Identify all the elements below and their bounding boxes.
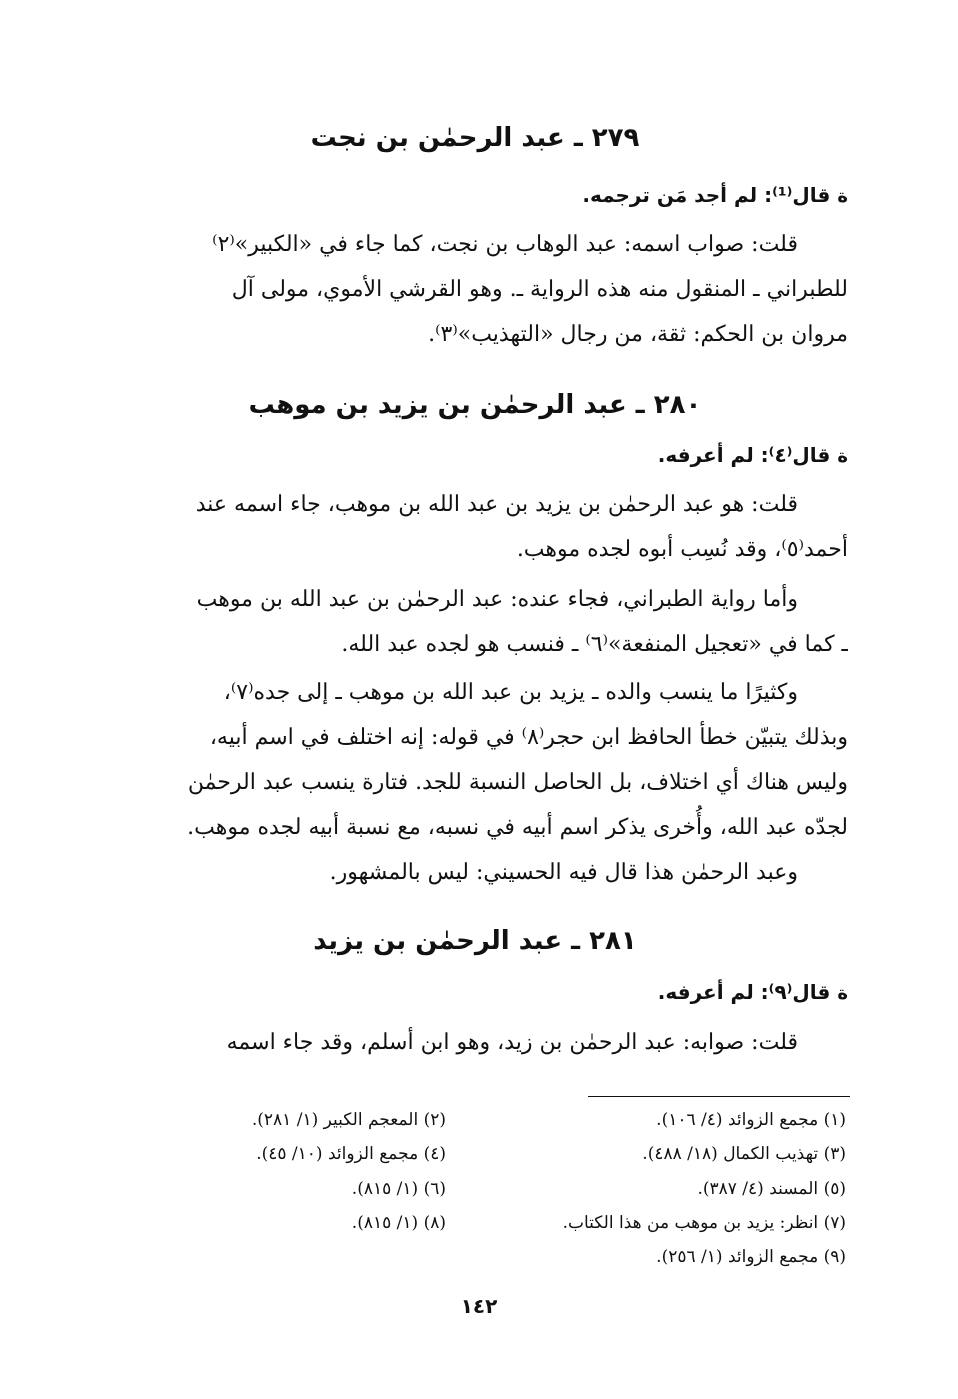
paragraph-line: أحمد⁽٥⁾، وقد نُسِب أبوه لجده موهب.: [516, 537, 848, 562]
footnote-number: (٥): [823, 1179, 846, 1199]
entry-heading-279: ٢٧٩ ـ عبد الرحمٰن بن نجت: [310, 123, 640, 153]
page-number: ١٤٢: [460, 1294, 498, 1318]
footnote-7: [476, 1210, 846, 1236]
qal-line-281: [108, 975, 848, 1011]
footnote-6: [76, 1176, 446, 1202]
paragraph-line: ـ كما في «تعجيل المنفعة»⁽٦⁾ ـ فنسب هو لجده عبد الله.: [341, 632, 848, 657]
footnote-text: المعجم الكبير (١/ ٢٨١).: [251, 1110, 419, 1130]
entry-heading-281: ٢٨١ ـ عبد الرحمٰن بن يزيد: [313, 926, 637, 956]
footnote-text: المسند (٤/ ٣٨٧).: [697, 1179, 819, 1199]
paragraph-line: وأما رواية الطبراني، فجاء عنده: عبد الرحمٰن بن عبد الله بن موهب: [196, 587, 798, 612]
footnote-number: (٢): [423, 1110, 446, 1130]
paragraph-line: مروان بن الحكم: ثقة، من رجال «التهذيب»⁽٣⁾.: [428, 322, 848, 347]
footnote-number: (١): [823, 1110, 846, 1130]
qal-text: قال⁽٤⁾: لم أعرفه.: [657, 443, 831, 467]
footnote-number: (٣): [823, 1144, 846, 1164]
footnote-9: [476, 1244, 846, 1270]
paragraph-line: قلت: صواب اسمه: عبد الوهاب بن نجت، كما جاء في «الكبير»⁽٢⁾: [212, 232, 798, 257]
qal-line-279: [108, 178, 848, 214]
paragraph: [108, 482, 848, 572]
footnote-text: انظر: يزيد بن موهب من هذا الكتاب.: [562, 1213, 819, 1233]
paragraph-line: وبذلك يتبيّن خطأ الحافظ ابن حجر⁽٨⁾ في قوله: إنه اختلف في اسم أبيه،: [209, 725, 848, 750]
qal-text: قال⁽¹⁾: لم أجد مَن ترجمه.: [582, 183, 831, 207]
paragraph: [108, 222, 848, 357]
entry-heading-280: ٢٨٠ ـ عبد الرحمٰن بن يزيد بن موهب: [248, 390, 702, 420]
qal-text: قال⁽٩⁾: لم أعرفه.: [657, 980, 831, 1004]
footnote-rule: [588, 1096, 850, 1097]
paragraph-line: وعبد الرحمٰن هذا قال فيه الحسيني: ليس بالمشهور.: [329, 860, 798, 885]
paragraph: [108, 670, 848, 850]
footnote-2: [76, 1107, 446, 1133]
footnote-text: مجمع الزوائد (١/ ٢٥٦).: [656, 1247, 819, 1267]
footnote-text: مجمع الزوائد (١٠/ ٤٥).: [256, 1144, 419, 1164]
paragraph: [108, 850, 848, 895]
footnote-number: (٤): [423, 1144, 446, 1164]
footnote-4: [76, 1141, 446, 1167]
footnote-5: [476, 1176, 846, 1202]
paragraph-line: وليس هناك أي اختلاف، بل الحاصل النسبة للجد. فتارة ينسب عبد الرحمٰن: [187, 770, 848, 795]
paragraph: [108, 1020, 848, 1065]
footnote-text: (١/ ٨١٥).: [351, 1213, 419, 1233]
paragraph-line: وكثيرًا ما ينسب والده ـ يزيد بن عبد الله بن موهب ـ إلى جده⁽٧⁾،: [223, 680, 798, 705]
footnote-text: (١/ ٨١٥).: [351, 1179, 419, 1199]
footnote-number: (٩): [823, 1247, 846, 1267]
footnote-number: (٧): [823, 1213, 846, 1233]
footnote-number: (٦): [423, 1179, 446, 1199]
paragraph-line: قلت: صوابه: عبد الرحمٰن بن زيد، وهو ابن أسلم، وقد جاء اسمه: [226, 1030, 798, 1055]
footnote-8: [76, 1210, 446, 1236]
footnote-number: (٨): [423, 1213, 446, 1233]
paragraph: [108, 577, 848, 667]
footnote-3: [476, 1141, 846, 1167]
footnote-1: [476, 1107, 846, 1133]
paragraph-line: لجدّه عبد الله، وأُخرى يذكر اسم أبيه في نسبه، مع نسبة أبيه لجده موهب.: [187, 815, 848, 840]
qal-line-280: [108, 438, 848, 474]
footnote-text: تهذيب الكمال (١٨/ ٤٨٨).: [642, 1144, 819, 1164]
qal-symbol-icon: ﺓ: [837, 446, 848, 467]
footnote-text: مجمع الزوائد (٤/ ١٠٦).: [656, 1110, 819, 1130]
qal-symbol-icon: ﺓ: [837, 186, 848, 207]
qal-symbol-icon: ﺓ: [837, 983, 848, 1004]
paragraph-line: قلت: هو عبد الرحمٰن بن يزيد بن عبد الله بن موهب، جاء اسمه عند: [195, 492, 798, 517]
paragraph-line: للطبراني ـ المنقول منه هذه الرواية ـ. وهو القرشي الأموي، مولى آل: [231, 277, 848, 302]
